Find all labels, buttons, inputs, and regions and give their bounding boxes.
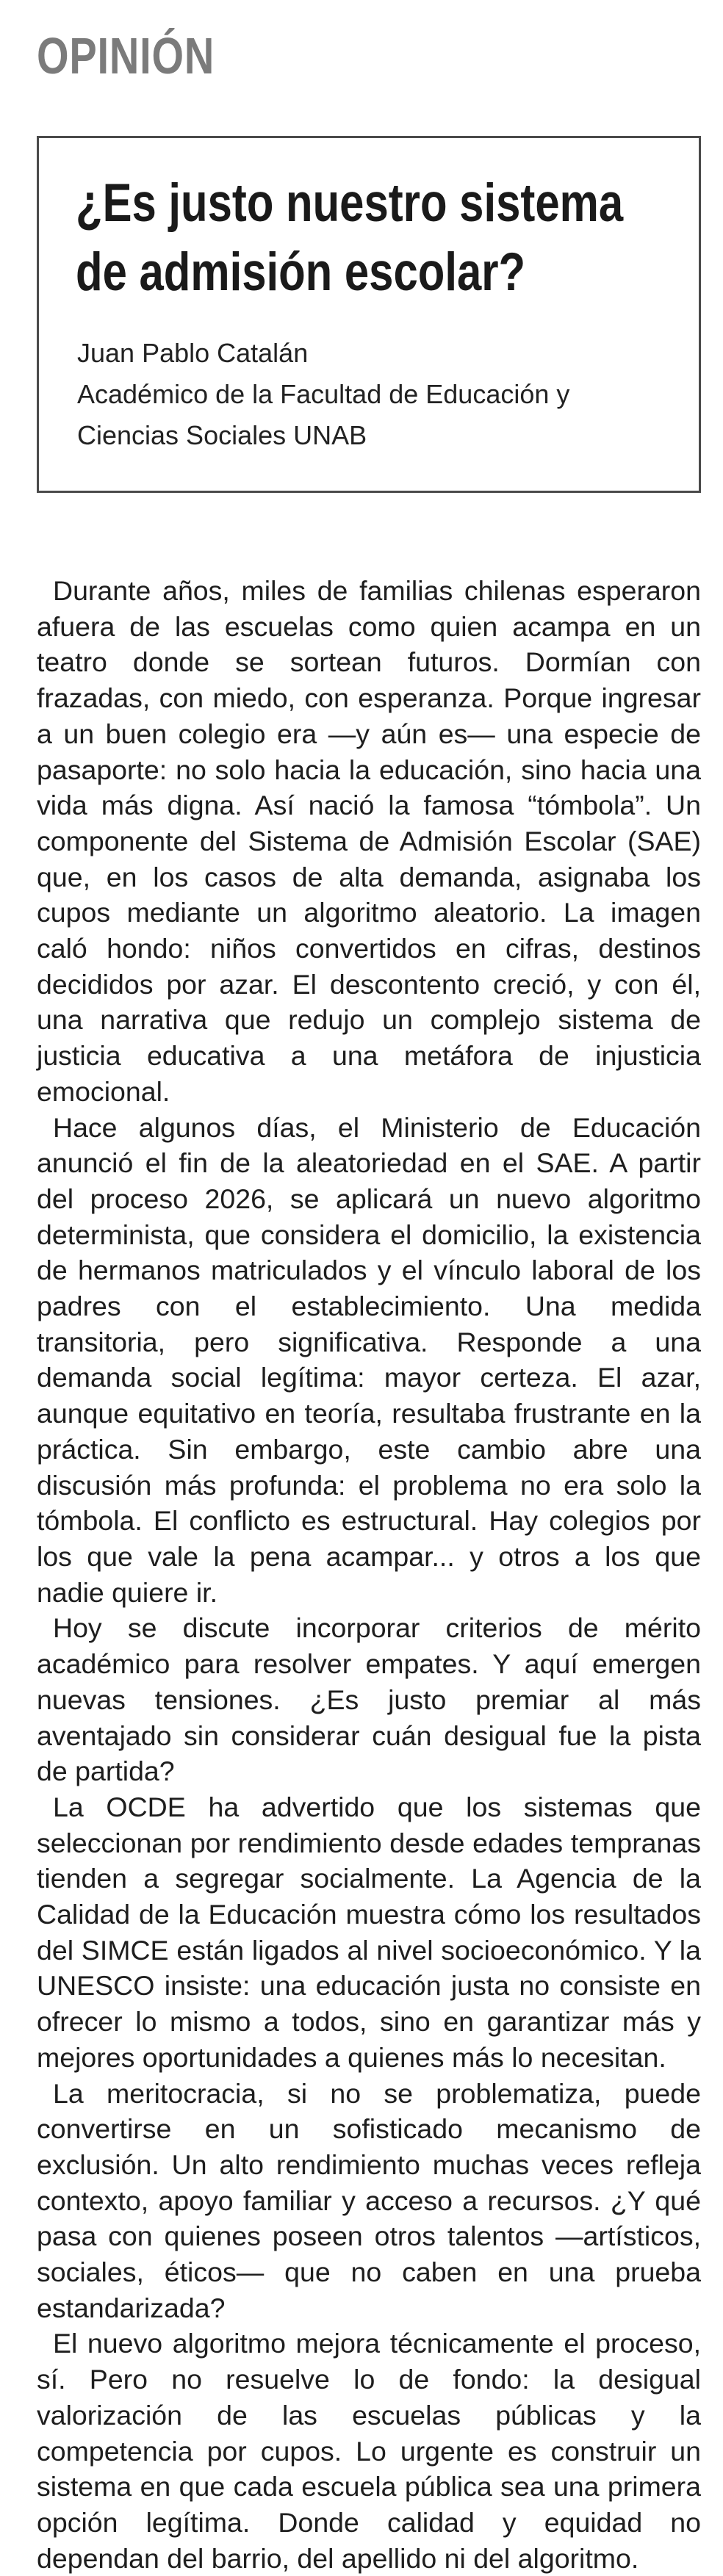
article-paragraph-1: Durante años, miles de familias chilenas esperaron afuera de las escuelas como quien acampa en un teatro donde se sortean futuros. Dormían con frazadas, con miedo, con esperanza. Porque ingresar a un buen colegio era —y aún es— una especie de pasaporte: no solo hacia la educación, sino hacia una vida más digna. Así nació la famosa “tómbola”. Un componente del Sistema de Admisión Escolar (SAE) que, en los casos de alta demanda, asignaba los cupos mediante un algoritmo aleatorio. La imagen caló hondo: niños convertidos en cifras, destinos decididos por azar. El descontento creció, y con él, una narrativa que redujo un complejo sistema de justicia educativa a una metáfora de injusticia emocional.: [37, 575, 701, 1107]
byline: [77, 333, 569, 456]
author-name: Juan Pablo Catalán: [77, 338, 309, 368]
article-title: ¿Es justo nuestro sistema de admisión escolar?: [76, 173, 624, 302]
author-role-line-2: Ciencias Sociales UNAB: [77, 420, 367, 450]
article-paragraph-3: Hoy se discute incorporar criterios de mérito académico para resolver empates. Y aquí emergen nuevas tensiones. ¿Es justo premiar al más aventajado sin considerar cuán desigual fue la pista de partida?: [37, 1612, 701, 1787]
article-paragraph-2: Hace algunos días, el Ministerio de Educación anunció el fin de la aleatoriedad en el SAE. A partir del proceso 2026, se aplicará un nuevo algoritmo determinista, que considera el domicilio, la existencia de hermanos matriculados y el vínculo laboral de los padres con el establecimiento. Una medida transitoria, pero significativa. Responde a una demanda social legítima: mayor certeza. El azar, aunque equitativo en teoría, resultaba frustrante en la práctica. Sin embargo, este cambio abre una discusión más profunda: el problema no era solo la tómbola. El conflicto es estructural. Hay colegios por los que vale la pena acampar... y otros a los que nadie quiere ir.: [37, 1111, 701, 1608]
section-label: OPINIÓN: [37, 27, 215, 84]
author-role-line-1: Académico de la Facultad de Educación y: [77, 379, 570, 409]
article-paragraph-4: La OCDE ha advertido que los sistemas que seleccionan por rendimiento desde edades tempranas tienden a segregar socialmente. La Agencia de la Calidad de la Educación muestra cómo los resultados del SIMCE están ligados al nivel socioeconómico. Y la UNESCO insiste: una educación justa no consiste en ofrecer lo mismo a todos, sino en garantizar más y mejores oportunidades a quienes más lo necesitan.: [37, 1791, 701, 2073]
article-paragraph-6: El nuevo algoritmo mejora técnicamente el proceso, sí. Pero no resuelve lo de fondo: la desigual valorización de las escuelas públicas y la competencia por cupos. Lo urgente es construir un sistema en que cada escuela pública sea una primera opción legítima. Donde calidad y equidad no dependan del barrio, del apellido ni del algoritmo.: [37, 2328, 701, 2574]
article-paragraph-5: La meritocracia, si no se problematiza, puede convertirse en un sofisticado mecanismo de exclusión. Un alto rendimiento muchas veces refleja contexto, apoyo familiar y acceso a recursos. ¿Y qué pasa con quienes poseen otros talentos —artísticos, sociales, éticos— que no caben en una prueba estandarizada?: [37, 2077, 701, 2323]
article-body: [37, 573, 701, 2576]
headline-box: [37, 136, 701, 493]
